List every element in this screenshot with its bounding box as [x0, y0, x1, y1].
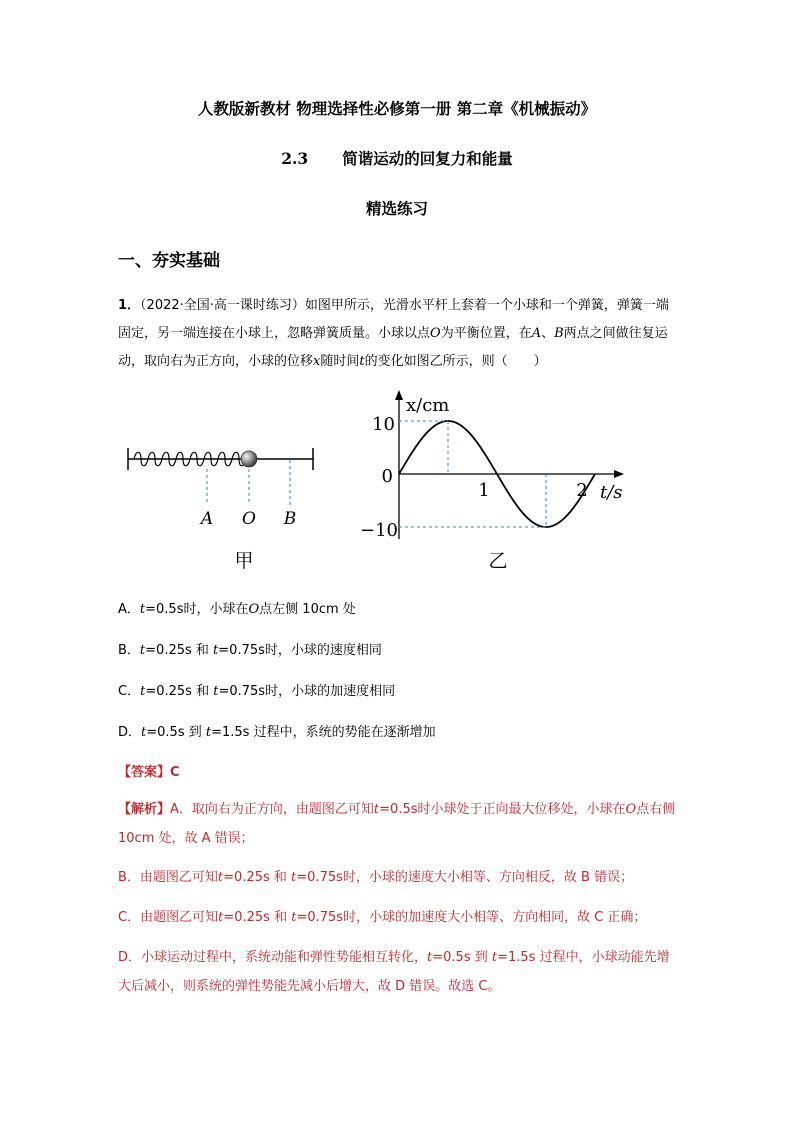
analysis-text: 过程中，小球动能先增大后减小，则系统的弹性势能先减小后增大，故 D 错误。故选 C。: [118, 950, 670, 994]
option-text: =0.25s: [145, 643, 192, 658]
caption-jia: 甲: [234, 550, 254, 572]
analysis-text: 时，小球的速度大小相等、方向相反，故 B 错误；: [342, 870, 634, 885]
option-d: [118, 721, 436, 740]
question-number: 1．: [118, 298, 141, 313]
analysis-text: =0.5s: [432, 950, 471, 965]
var-t: t: [205, 725, 212, 740]
document-title: 人教版新教材 物理选择性必修第一册 第二章《机械振动》: [197, 99, 597, 118]
analysis-a: [118, 795, 678, 853]
option-c: [118, 680, 395, 699]
y-min-label: −10: [360, 520, 398, 541]
var-x: x: [313, 354, 321, 369]
question-source: （2022·全国·高一课时练习）: [140, 298, 305, 313]
analysis-text: =0.75s: [296, 910, 344, 925]
analysis-d: [118, 943, 678, 1001]
var-t: t: [213, 684, 219, 699]
var-o: O: [248, 602, 260, 617]
var-b: B: [554, 326, 564, 341]
option-a: [118, 598, 356, 617]
var-t: t: [291, 910, 297, 925]
section-number: 2.3: [281, 149, 309, 168]
origin-label: 0: [381, 466, 393, 487]
analysis-text: =1.5s: [497, 950, 536, 965]
analysis-b: [118, 863, 678, 892]
var-t: t: [140, 684, 146, 699]
analysis-text: C．由题图乙可知: [118, 910, 219, 925]
analysis-text: =0.25s: [223, 910, 270, 925]
x-axis-label: t/s: [600, 482, 623, 503]
analysis-label: 【解析】: [118, 802, 171, 817]
option-text: =0.75s: [218, 643, 265, 658]
var-o: O: [430, 326, 441, 341]
section-heading: [0, 147, 794, 169]
var-t: t: [213, 643, 219, 658]
label-o: O: [242, 509, 256, 529]
stem-text: 随时间: [320, 354, 360, 369]
analysis-text: 和: [269, 870, 292, 885]
var-t: t: [139, 643, 146, 658]
caption-yi: 乙: [488, 550, 508, 572]
label-b: B: [283, 509, 297, 529]
question-figure: [118, 384, 678, 588]
analysis-text: B．由题图乙可知: [118, 870, 218, 885]
option-b: [118, 639, 382, 658]
var-t: t: [218, 910, 224, 925]
stem-text: 如图甲所示，光滑水平杆上套着一个小球和一个弹簧，弹簧一端固定，另一端连接在小球上，忽略弹簧质量。小球以点: [118, 298, 669, 341]
stem-text: 两点之间做往复运动，取向右为正方向，小球的位移: [118, 326, 668, 369]
x-axis-arrow: [614, 470, 624, 478]
subtitle: 精选练习: [365, 199, 428, 218]
var-t: t: [359, 354, 365, 369]
analysis-text: 到: [470, 950, 492, 965]
answer-label: 【答案】: [118, 765, 171, 780]
analysis-text: =0.25s: [223, 870, 270, 885]
analysis-text: 时小球处于正向最大位移处，小球在: [417, 802, 626, 817]
option-text: =1.5s: [211, 725, 250, 740]
option-text: 过程中，系统的势能在逐渐增加: [249, 725, 436, 740]
option-text: 和: [191, 684, 214, 699]
var-t: t: [291, 870, 297, 885]
analysis-text: =0.5s: [379, 802, 418, 817]
var-t: t: [373, 802, 380, 817]
y-max-label: 10: [372, 414, 395, 435]
question-stem: [118, 292, 678, 376]
option-label: A．: [118, 602, 140, 617]
y-axis-arrow: [395, 390, 403, 400]
analysis-c: [118, 903, 678, 932]
option-label: C．: [118, 684, 141, 699]
option-label: B．: [118, 643, 140, 658]
var-t: t: [491, 950, 498, 965]
option-text: 到: [184, 725, 206, 740]
analysis-text: =0.75s: [296, 870, 343, 885]
part-heading: 一、夯实基础: [118, 251, 220, 271]
option-text: =0.75s: [218, 684, 266, 699]
stem-text: 的变化如图乙所示，则（ ）: [364, 354, 547, 369]
option-text: =0.5s: [145, 602, 184, 617]
option-text: 时，小球的加速度相同: [265, 684, 396, 699]
var-t: t: [141, 725, 147, 740]
ball: [241, 451, 257, 467]
option-text: 点左侧 10cm 处: [259, 602, 356, 617]
figure-svg: [118, 384, 678, 584]
var-a: A: [531, 326, 542, 341]
var-o: O: [625, 802, 637, 817]
analysis-text: 时，小球的加速度大小相等、方向相同，故 C 正确；: [343, 910, 647, 925]
figure-yi: [360, 390, 624, 572]
analysis-text: 点右侧 10cm 处，故 A 错误；: [118, 802, 676, 846]
option-text: 和: [191, 643, 214, 658]
answer-value: C: [170, 765, 180, 780]
option-text: =0.25s: [145, 684, 192, 699]
option-text: =0.5s: [146, 725, 185, 740]
var-t: t: [139, 602, 146, 617]
y-axis-label: x/cm: [406, 395, 450, 416]
analysis-text: A．取向右为正方向，由题图乙可知: [170, 802, 374, 817]
option-text: 时，小球的速度相同: [264, 643, 382, 658]
figure-jia: [128, 448, 313, 572]
stem-text: 、: [541, 326, 555, 341]
x-tick-2: 2: [576, 480, 588, 501]
analysis-text: 和: [269, 910, 292, 925]
var-t: t: [427, 950, 433, 965]
option-text: 时，小球在: [183, 602, 249, 617]
label-a: A: [200, 509, 214, 529]
stem-text: 为平衡位置，在: [440, 326, 532, 341]
section-title: 简谐运动的回复力和能量: [342, 149, 513, 168]
option-label: D．: [118, 725, 142, 740]
var-t: t: [217, 870, 224, 885]
analysis-text: D．小球运动过程中，系统动能和弹性势能相互转化，: [118, 950, 428, 965]
answer: [118, 761, 180, 780]
x-tick-1: 1: [478, 480, 490, 501]
